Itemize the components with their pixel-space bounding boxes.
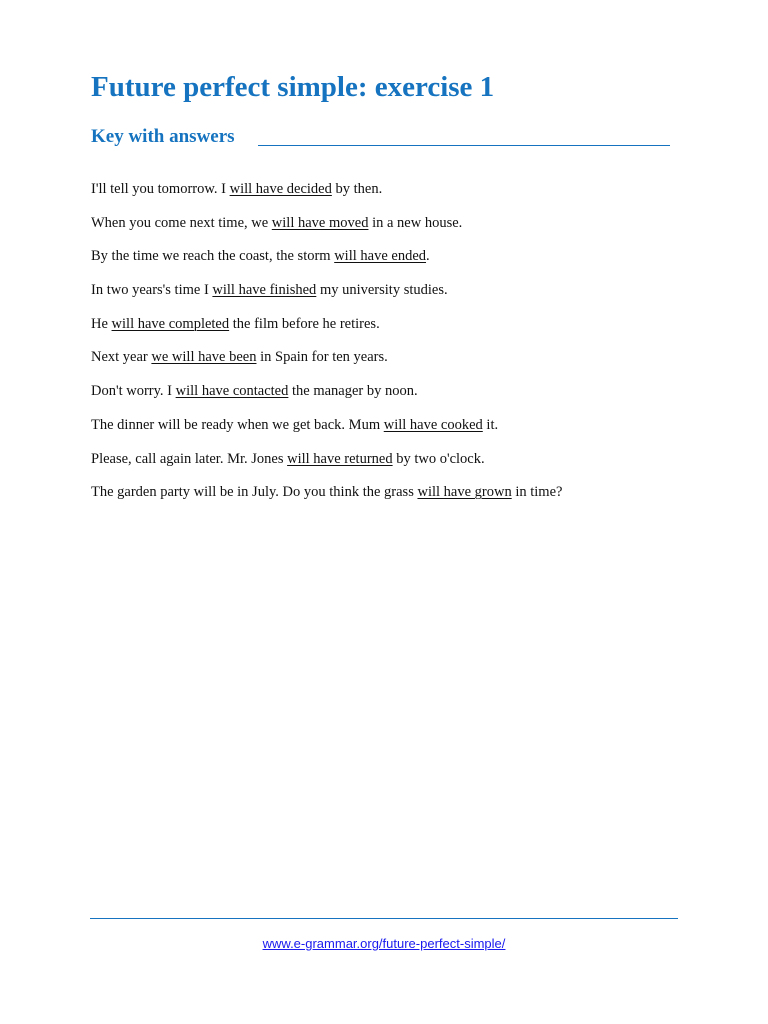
sentence-text: The dinner will be ready when we get back. Mum [91,416,384,433]
sentence-text: the manager by noon. [288,383,418,400]
footer [0,935,768,953]
sentence [91,247,562,281]
sentence-text: my university studies. [316,282,448,299]
sentence-text: The garden party will be in July. Do you think the grass [91,484,418,501]
sentence-text: . [426,248,430,265]
sentence [91,315,562,349]
subtitle-underline-rule [258,145,670,146]
page-title: Future perfect simple: exercise 1 [91,71,495,103]
answer-text: will have returned [287,450,393,467]
sentence [91,416,562,450]
sentence-text: He [91,315,112,332]
sentence-text: In two years's time I [91,282,213,299]
sentence-text: Next year [91,349,152,366]
sentence-text: I'll tell you tomorrow. I [91,181,230,197]
sentence [91,450,562,484]
sentence-text: in time? [511,484,563,501]
sentence-text: Please, call again later. Mr. Jones [91,450,288,467]
footer-divider [90,918,678,919]
sentence-text: in a new house. [368,214,463,231]
sentence [91,483,562,517]
footer-link[interactable]: www.e-grammar.org/future-perfect-simple/ [262,936,506,951]
answer-text: will have cooked [383,416,483,433]
sentence [91,281,562,315]
sentence-text: Don't worry. I [91,383,176,400]
answer-text: will have completed [111,315,230,332]
answer-sentence-list [91,180,562,517]
sentence [91,214,562,248]
sentence-text: it. [482,416,499,433]
subtitle: Key with answers [91,126,235,147]
sentence [91,348,562,382]
answer-text: will have contacted [175,383,289,400]
answer-text: will have ended [334,248,427,265]
answer-text: will have decided [229,181,332,197]
sentence-text: by two o'clock. [392,450,485,467]
answer-text: we will have been [151,349,257,366]
sentence-text: the film before he retires. [229,315,380,332]
sentence [91,382,562,416]
sentence-text: by then. [331,181,383,197]
sentence-text: in Spain for ten years. [256,349,388,366]
sentence-text: When you come next time, we [91,214,272,231]
answer-text: will have grown [417,484,512,501]
sentence-text: By the time we reach the coast, the storm [91,248,335,265]
answer-text: will have finished [212,282,317,299]
answer-text: will have moved [271,214,369,231]
sentence [91,180,562,214]
